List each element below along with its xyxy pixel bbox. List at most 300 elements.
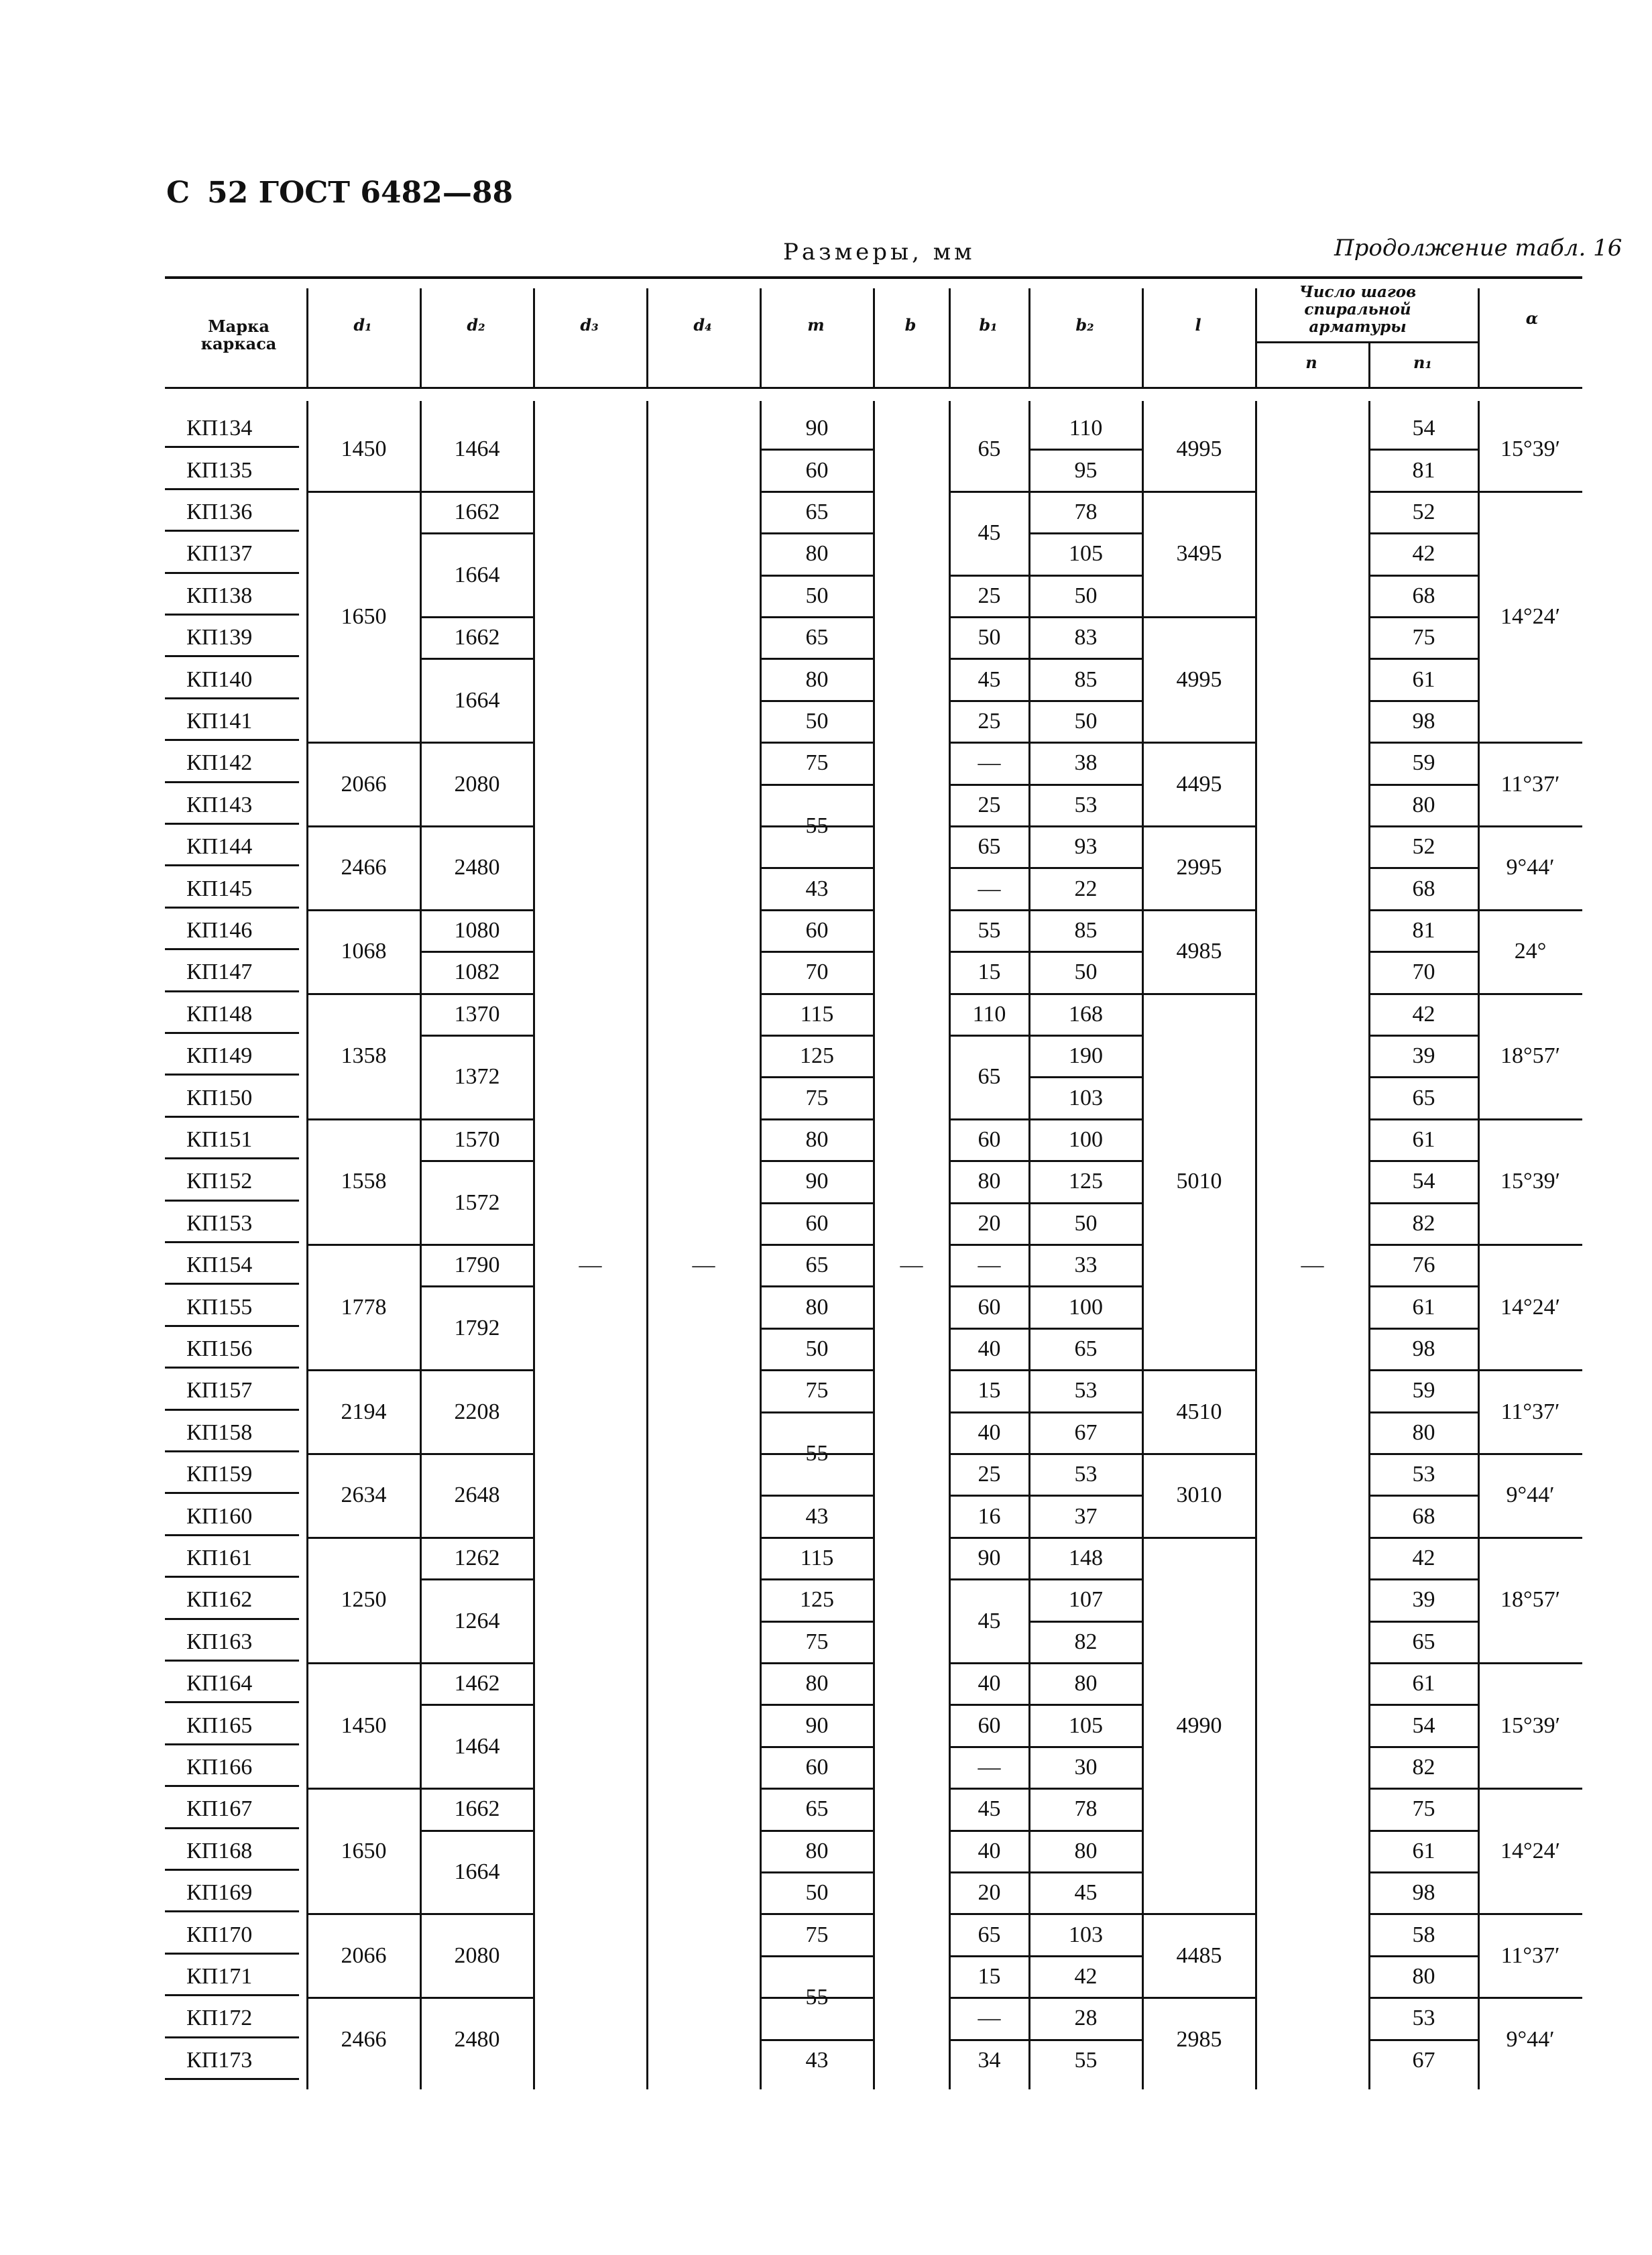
cell-alpha: 24° (1514, 939, 1547, 964)
cell-d1: 1450 (341, 437, 387, 462)
cell-l: 4985 (1176, 939, 1222, 964)
cell-d2: 2208 (454, 1399, 500, 1424)
cell-l: 2995 (1176, 855, 1222, 880)
cell-n1: 59 (1412, 1378, 1435, 1403)
cell-d1: 1358 (341, 1043, 387, 1069)
dimensions-caption: Размеры, мм (783, 239, 976, 266)
cell-b1: 20 (978, 1880, 1001, 1906)
cell-alpha: 11°37′ (1500, 771, 1560, 797)
cell-n1: 98 (1412, 708, 1435, 734)
cell-b2: 190 (1069, 1043, 1103, 1069)
cell-b1: 90 (978, 1545, 1001, 1570)
row-underline (165, 488, 299, 490)
row-mark-label: КП162 (186, 1587, 253, 1613)
cell-n1: 39 (1412, 1587, 1435, 1613)
column-divider (646, 401, 648, 2089)
row-mark-label: КП172 (186, 2006, 253, 2031)
row-underline (165, 739, 299, 741)
cell-d2: 2480 (454, 855, 500, 880)
cell-d1: 2066 (341, 1943, 387, 1968)
cell-b1: 40 (978, 1336, 1001, 1361)
cell-b2: 22 (1074, 876, 1098, 901)
cell-b2: 82 (1074, 1629, 1098, 1654)
cell-b1: 25 (978, 583, 1001, 608)
row-underline (165, 1785, 299, 1787)
header-column-divider (949, 288, 951, 388)
cell-d2: 1464 (454, 437, 500, 462)
cell-n1: 68 (1412, 583, 1435, 608)
cell-n1: 76 (1412, 1253, 1435, 1278)
cell-b2: 110 (1069, 416, 1103, 441)
row-underline (165, 907, 299, 909)
header-alpha: α (1525, 308, 1539, 328)
row-mark-label: КП170 (186, 1922, 253, 1947)
cell-alpha: 9°44′ (1506, 1483, 1555, 1508)
column-divider (1255, 401, 1257, 2089)
cell-n1: 70 (1412, 960, 1435, 985)
header-column-divider (1478, 288, 1480, 388)
row-underline (165, 1994, 299, 1996)
row-mark-label: КП136 (186, 499, 253, 524)
cell-l: 4485 (1176, 1943, 1222, 1968)
row-underline (165, 823, 299, 825)
cell-d2: 1792 (454, 1315, 500, 1340)
cell-d2: 2480 (454, 2026, 500, 2052)
cell-b2: 37 (1074, 1503, 1098, 1529)
row-underline (165, 948, 299, 950)
cell-d1: 2066 (341, 771, 387, 797)
row-mark-label: КП156 (186, 1336, 253, 1361)
cell-m: 65 (805, 625, 829, 650)
row-underline (165, 1450, 299, 1452)
cell-d2: 1664 (454, 1859, 500, 1884)
cell-b1: 60 (978, 1713, 1001, 1738)
cell-n1: 80 (1412, 1963, 1435, 1989)
cell-m: 70 (805, 960, 829, 985)
cell-b2: 125 (1069, 1169, 1103, 1194)
cell-m: 80 (805, 1671, 829, 1696)
cell-d2: 1370 (454, 1001, 500, 1027)
cell-d1: 2466 (341, 855, 387, 880)
cell-m: 90 (805, 1713, 829, 1738)
cell-m: 43 (805, 1503, 829, 1529)
cell-n1: 75 (1412, 1796, 1435, 1822)
row-underline (165, 1283, 299, 1285)
cell-m: 43 (805, 876, 829, 901)
cell-b2: 53 (1074, 792, 1098, 817)
cell-l: 5010 (1176, 1169, 1222, 1194)
cell-b-dash: — (900, 1253, 923, 1278)
cell-d1: 1650 (341, 603, 387, 629)
row-underline (165, 1492, 299, 1494)
cell-b1: 40 (978, 1838, 1001, 1863)
cell-b1: 80 (978, 1169, 1001, 1194)
row-underline (165, 1325, 299, 1327)
cell-n1: 75 (1412, 625, 1435, 650)
cell-b1: 110 (972, 1001, 1006, 1027)
row-mark-label: КП141 (186, 708, 253, 734)
cell-b1: 65 (978, 1922, 1001, 1947)
row-underline (165, 655, 299, 657)
cell-m: 43 (805, 2047, 829, 2073)
header-column-divider (420, 288, 422, 388)
row-mark-label: КП148 (186, 1001, 253, 1027)
header-column-divider (533, 288, 535, 388)
cell-d1: 1558 (341, 1169, 387, 1194)
cell-b2: 85 (1074, 667, 1098, 692)
cell-m: 50 (805, 583, 829, 608)
row-underline (165, 1074, 299, 1076)
row-underline (165, 864, 299, 866)
cell-m: 60 (805, 1754, 829, 1780)
cell-d2: 2080 (454, 1943, 500, 1968)
row-mark-label: КП137 (186, 541, 253, 567)
cell-m: 65 (805, 499, 829, 524)
cell-b2: 95 (1074, 457, 1098, 483)
cell-n1: 61 (1412, 1838, 1435, 1863)
cell-d2: 1462 (454, 1671, 500, 1696)
cell-d1: 1250 (341, 1587, 387, 1613)
cell-alpha: 15°39′ (1500, 1713, 1561, 1738)
row-mark-label: КП140 (186, 667, 253, 692)
cell-m: 55 (805, 1985, 829, 2010)
cell-m: 60 (805, 917, 829, 943)
cell-m: 115 (800, 1545, 834, 1570)
cell-n1: 98 (1412, 1880, 1435, 1906)
cell-b2: 100 (1069, 1126, 1103, 1152)
header-d2: d₂ (467, 315, 485, 335)
cell-b1: 65 (978, 437, 1001, 462)
cell-m: 50 (805, 1880, 829, 1906)
row-mark-label: КП142 (186, 750, 253, 776)
cell-d2: 1372 (454, 1064, 500, 1090)
cell-m: 125 (800, 1587, 834, 1613)
cell-b1: 20 (978, 1210, 1001, 1236)
cell-b1: — (978, 1253, 1001, 1278)
cell-b1: 55 (978, 917, 1001, 943)
cell-n1: 80 (1412, 792, 1435, 817)
row-underline (165, 1869, 299, 1871)
cell-b2: 85 (1074, 917, 1098, 943)
row-underline (165, 2078, 299, 2080)
cell-n1: 81 (1412, 917, 1435, 943)
cell-d3-dash: — (579, 1253, 602, 1278)
cell-alpha: 14°24′ (1500, 603, 1561, 629)
cell-b2: 33 (1074, 1253, 1098, 1278)
steps-group-divider (1256, 341, 1478, 343)
cell-m: 55 (805, 1440, 829, 1466)
cell-m: 50 (805, 708, 829, 734)
cell-alpha: 11°37′ (1500, 1943, 1560, 1968)
cell-b1: 16 (978, 1503, 1001, 1529)
cell-d2: 1262 (454, 1545, 500, 1570)
row-mark-label: КП159 (186, 1462, 253, 1487)
cell-b1: 40 (978, 1671, 1001, 1696)
cell-l: 4495 (1176, 771, 1222, 797)
header-column-divider (1368, 342, 1370, 388)
row-mark-label: КП153 (186, 1210, 253, 1236)
row-underline (165, 1534, 299, 1536)
cell-b1: — (978, 750, 1001, 776)
cell-d2: 1264 (454, 1608, 500, 1633)
cell-d1: 1450 (341, 1713, 387, 1738)
cell-l: 4995 (1176, 437, 1222, 462)
row-mark-label: КП144 (186, 834, 253, 860)
row-mark-label: КП157 (186, 1378, 253, 1403)
cell-n1: 80 (1412, 1420, 1435, 1445)
cell-d2: 1082 (454, 960, 500, 985)
row-underline (165, 1953, 299, 1955)
header-steps-group: Число шагов спиральной арматуры (1299, 283, 1417, 336)
cell-m: 75 (805, 1085, 829, 1110)
cell-d1: 2194 (341, 1399, 387, 1424)
cell-n1: 67 (1412, 2047, 1435, 2073)
row-mark-label: КП152 (186, 1169, 253, 1194)
cell-n1: 54 (1412, 416, 1435, 441)
cell-b1: 45 (978, 667, 1001, 692)
cell-m: 80 (805, 1126, 829, 1152)
cell-n1: 59 (1412, 750, 1435, 776)
cell-d1: 1778 (341, 1294, 387, 1320)
row-underline (165, 697, 299, 699)
cell-l: 4995 (1176, 667, 1222, 692)
cell-m: 115 (800, 1001, 834, 1027)
cell-b2: 103 (1069, 1085, 1103, 1110)
row-underline (165, 1157, 299, 1159)
cell-alpha: 18°57′ (1500, 1587, 1561, 1613)
cell-alpha: 15°39′ (1500, 1169, 1561, 1194)
cell-alpha: 15°39′ (1500, 437, 1561, 462)
cell-m: 80 (805, 1294, 829, 1320)
cell-m: 75 (805, 750, 829, 776)
cell-b1: 15 (978, 960, 1001, 985)
cell-n1: 65 (1412, 1085, 1435, 1110)
cell-b2: 107 (1069, 1587, 1103, 1613)
row-underline (165, 1660, 299, 1662)
cell-alpha: 9°44′ (1506, 855, 1555, 880)
cell-b2: 103 (1069, 1922, 1103, 1947)
cell-n1: 54 (1412, 1713, 1435, 1738)
cell-n1: 65 (1412, 1629, 1435, 1654)
cell-n1: 82 (1412, 1754, 1435, 1780)
cell-d1: 2634 (341, 1483, 387, 1508)
cell-alpha: 18°57′ (1500, 1043, 1561, 1069)
cell-b2: 50 (1074, 1210, 1098, 1236)
row-underline (165, 1409, 299, 1411)
header-b1: b₁ (979, 315, 998, 335)
cell-l: 4510 (1176, 1399, 1222, 1424)
header-b2: b₂ (1075, 315, 1094, 335)
row-underline (165, 1116, 299, 1118)
cell-d2: 1790 (454, 1253, 500, 1278)
cell-b1: 60 (978, 1294, 1001, 1320)
row-mark-label: КП151 (186, 1126, 253, 1152)
cell-b2: 30 (1074, 1754, 1098, 1780)
row-underline (165, 1576, 299, 1578)
cell-m: 80 (805, 541, 829, 567)
cell-alpha: 14°24′ (1500, 1294, 1561, 1320)
cell-b2: 42 (1074, 1963, 1098, 1989)
cell-b1: 45 (978, 520, 1001, 546)
cell-b2: 50 (1074, 583, 1098, 608)
header-mark: Марка каркаса (200, 316, 277, 353)
header-column-divider (1142, 288, 1144, 388)
cell-n1: 39 (1412, 1043, 1435, 1069)
cell-m: 75 (805, 1922, 829, 1947)
cell-n1: 53 (1412, 2006, 1435, 2031)
cell-b1: 25 (978, 1462, 1001, 1487)
cell-d2: 1570 (454, 1126, 500, 1152)
cell-d1: 1650 (341, 1838, 387, 1863)
cell-b1: 50 (978, 625, 1001, 650)
cell-m: 65 (805, 1796, 829, 1822)
cell-n1: 68 (1412, 1503, 1435, 1529)
cell-n1: 58 (1412, 1922, 1435, 1947)
cell-b1: 65 (978, 1064, 1001, 1090)
table-continuation-label: Продолжение табл. 16 (1334, 235, 1622, 262)
row-underline (165, 1701, 299, 1703)
row-underline (165, 1910, 299, 1912)
header-column-divider (306, 288, 308, 388)
cell-b2: 50 (1074, 708, 1098, 734)
cell-n1: 61 (1412, 667, 1435, 692)
cell-b2: 148 (1069, 1545, 1103, 1570)
row-mark-label: КП147 (186, 960, 253, 985)
cell-n1: 53 (1412, 1462, 1435, 1487)
cell-d2: 1572 (454, 1190, 500, 1215)
cell-b1: 34 (978, 2047, 1001, 2073)
row-mark-label: КП169 (186, 1880, 253, 1906)
header-column-divider (1028, 288, 1030, 388)
cell-n1: 61 (1412, 1671, 1435, 1696)
header-column-divider (873, 288, 875, 388)
cell-n1: 82 (1412, 1210, 1435, 1236)
row-underline (165, 1200, 299, 1202)
cell-b1: 25 (978, 708, 1001, 734)
cell-b2: 168 (1069, 1001, 1103, 1027)
cell-d2: 1464 (454, 1733, 500, 1759)
row-mark-label: КП160 (186, 1503, 253, 1529)
row-underline (165, 781, 299, 783)
header-m: m (807, 315, 825, 335)
cell-l: 2985 (1176, 2026, 1222, 2052)
row-mark-label: КП149 (186, 1043, 253, 1069)
row-underline (165, 1241, 299, 1243)
cell-b1: 65 (978, 834, 1001, 860)
header-column-divider (646, 288, 648, 388)
row-underline (165, 1367, 299, 1369)
cell-d2: 1080 (454, 917, 500, 943)
cell-b2: 105 (1069, 1713, 1103, 1738)
row-mark-label: КП154 (186, 1253, 253, 1278)
cell-b2: 78 (1074, 499, 1098, 524)
header-d3: d₃ (580, 315, 599, 335)
cell-m: 55 (805, 813, 829, 838)
row-mark-label: КП164 (186, 1671, 253, 1696)
cell-b2: 38 (1074, 750, 1098, 776)
cell-d2: 1664 (454, 562, 500, 587)
cell-alpha: 11°37′ (1500, 1399, 1560, 1424)
cell-b2: 83 (1074, 625, 1098, 650)
cell-b1: 15 (978, 1378, 1001, 1403)
header-column-divider (1255, 288, 1257, 388)
header-b: b (904, 315, 917, 335)
row-mark-label: КП168 (186, 1838, 253, 1863)
cell-m: 60 (805, 457, 829, 483)
cell-b1: — (978, 1754, 1001, 1780)
cell-n1: 81 (1412, 457, 1435, 483)
cell-n1: 42 (1412, 541, 1435, 567)
row-underline (165, 1032, 299, 1034)
row-underline (165, 572, 299, 574)
cell-d2: 1662 (454, 499, 500, 524)
header-d1: d₁ (353, 315, 372, 335)
cell-d2: 1662 (454, 625, 500, 650)
header-l: l (1195, 315, 1201, 335)
row-mark-label: КП138 (186, 583, 253, 608)
cell-b2: 100 (1069, 1294, 1103, 1320)
row-underline (165, 446, 299, 448)
cell-b2: 105 (1069, 541, 1103, 567)
cell-b2: 80 (1074, 1671, 1098, 1696)
row-mark-label: КП166 (186, 1754, 253, 1780)
row-mark-label: КП143 (186, 792, 253, 817)
cell-d2: 1664 (454, 687, 500, 713)
cell-b2: 78 (1074, 1796, 1098, 1822)
cell-b1: 45 (978, 1796, 1001, 1822)
cell-d4-dash: — (692, 1253, 715, 1278)
page-number-standard: 52 ГОСТ 6482—88 (207, 176, 514, 210)
cell-alpha: 9°44′ (1506, 2026, 1555, 2052)
cell-n1: 61 (1412, 1294, 1435, 1320)
cell-n1: 52 (1412, 499, 1435, 524)
row-mark-label: КП146 (186, 917, 253, 943)
cell-n1: 42 (1412, 1001, 1435, 1027)
cell-b1: 25 (978, 792, 1001, 817)
cell-n1: 68 (1412, 876, 1435, 901)
row-underline (165, 1743, 299, 1745)
cell-b2: 45 (1074, 1880, 1098, 1906)
row-underline (165, 1827, 299, 1829)
row-mark-label: КП167 (186, 1796, 253, 1822)
row-underline (165, 2036, 299, 2038)
cell-n1: 98 (1412, 1336, 1435, 1361)
page-letter: С (166, 176, 190, 210)
cell-m: 125 (800, 1043, 834, 1069)
cell-d2: 1662 (454, 1796, 500, 1822)
cell-b1: 60 (978, 1126, 1001, 1152)
cell-m: 65 (805, 1253, 829, 1278)
cell-b1: — (978, 876, 1001, 901)
cell-d1: 1068 (341, 939, 387, 964)
row-mark-label: КП150 (186, 1085, 253, 1110)
cell-d2: 2648 (454, 1483, 500, 1508)
cell-d1: 2466 (341, 2026, 387, 2052)
row-mark-label: КП173 (186, 2047, 253, 2073)
cell-b1: 15 (978, 1963, 1001, 1989)
cell-b2: 80 (1074, 1838, 1098, 1863)
row-mark-label: КП165 (186, 1713, 253, 1738)
cell-b1: 45 (978, 1608, 1001, 1633)
cell-l: 3010 (1176, 1483, 1222, 1508)
cell-b2: 55 (1074, 2047, 1098, 2073)
cell-l: 4990 (1176, 1713, 1222, 1738)
cell-m: 75 (805, 1378, 829, 1403)
row-mark-label: КП145 (186, 876, 253, 901)
cell-m: 75 (805, 1629, 829, 1654)
row-mark-label: КП135 (186, 457, 253, 483)
cell-n1: 61 (1412, 1126, 1435, 1152)
